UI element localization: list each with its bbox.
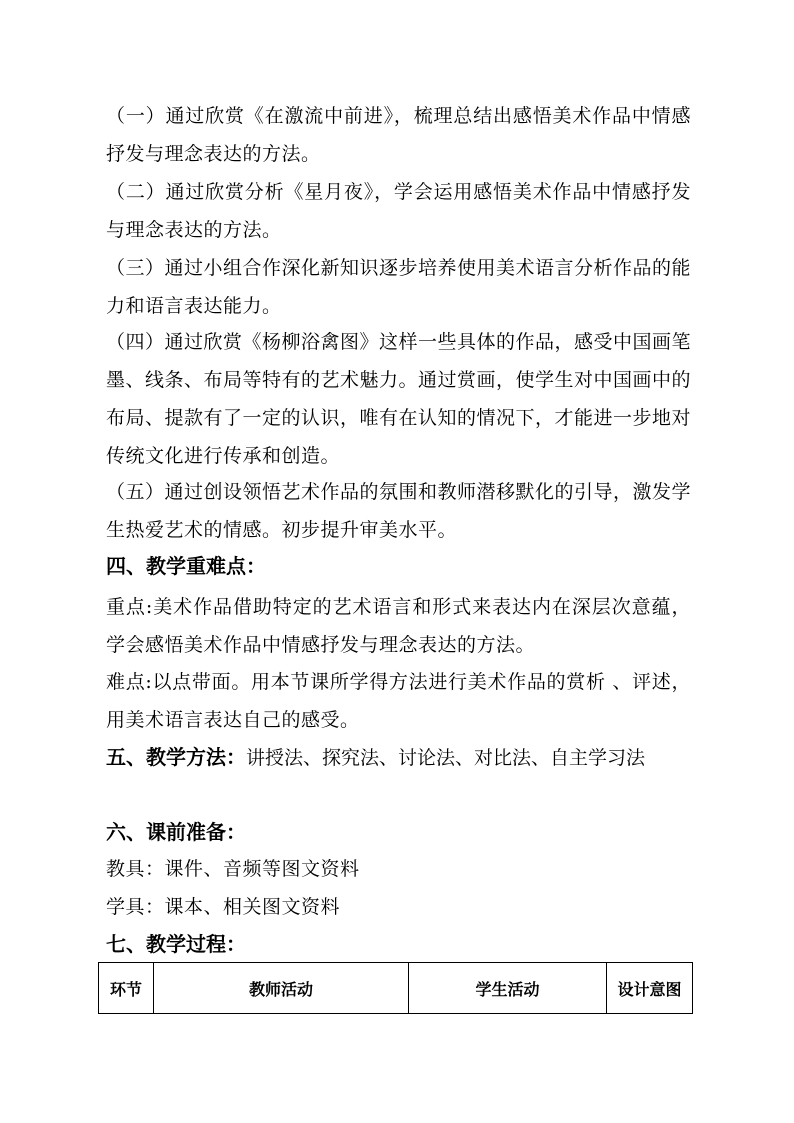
process-table: [98, 962, 693, 1014]
difficult-point: 难点:以点带面。用本节课所学得方法进行美术作品的赏析 、评述，用美术语言表达自己的感受。: [106, 671, 691, 731]
key-point: 重点:美术作品借助特定的艺术语言和形式来表达内在深层次意蕴，学会感悟美术作品中情感抒发与理念表达的方法。: [106, 596, 691, 656]
teacher-tools: 教具：课件、音频等图文资料: [106, 858, 360, 880]
header-student-activity: 学生活动: [409, 963, 607, 1014]
objective-2: （二）通过欣赏分析《星月夜》，学会运用感悟美术作品中情感抒发与理念表达的方法。: [106, 181, 691, 241]
section-4-title: 四、教学重难点：: [106, 554, 266, 578]
section-7-title: 七、教学过程：: [106, 932, 246, 956]
table-header-row: [99, 963, 693, 1014]
objective-4: （四）通过欣赏《杨柳浴禽图》这样一些具体的作品，感受中国画笔墨、线条、布局等特有的艺术魅力。通过赏画，使学生对中国画中的布局、提款有了一定的认识，唯有在认知的情况下，才能进一步地对传统文化进行传承和创造。: [106, 331, 692, 467]
header-teacher-activity: 教师活动: [154, 963, 409, 1014]
header-design-intent: 设计意图: [607, 963, 693, 1014]
objective-1: （一）通过欣赏《在激流中前进》，梳理总结出感悟美术作品中情感抒发与理念表达的方法。: [106, 105, 691, 165]
objective-3: （三）通过小组合作深化新知识逐步培养使用美术语言分析作品的能力和语言表达能力。: [106, 257, 692, 317]
student-tools: 学具：课本、相关图文资料: [106, 896, 341, 918]
section-5-title: 五、教学方法：: [106, 745, 246, 769]
section-5: [106, 738, 691, 777]
section-6-title: 六、课前准备：: [106, 820, 246, 844]
objective-5: （五）通过创设领悟艺术作品的氛围和教师潜移默化的引导，激发学生热爱艺术的情感。初步提升审美水平。: [106, 481, 692, 541]
section-5-content: 讲授法、探究法、讨论法、对比法、自主学习法: [246, 747, 646, 769]
header-stage: 环节: [99, 963, 154, 1014]
